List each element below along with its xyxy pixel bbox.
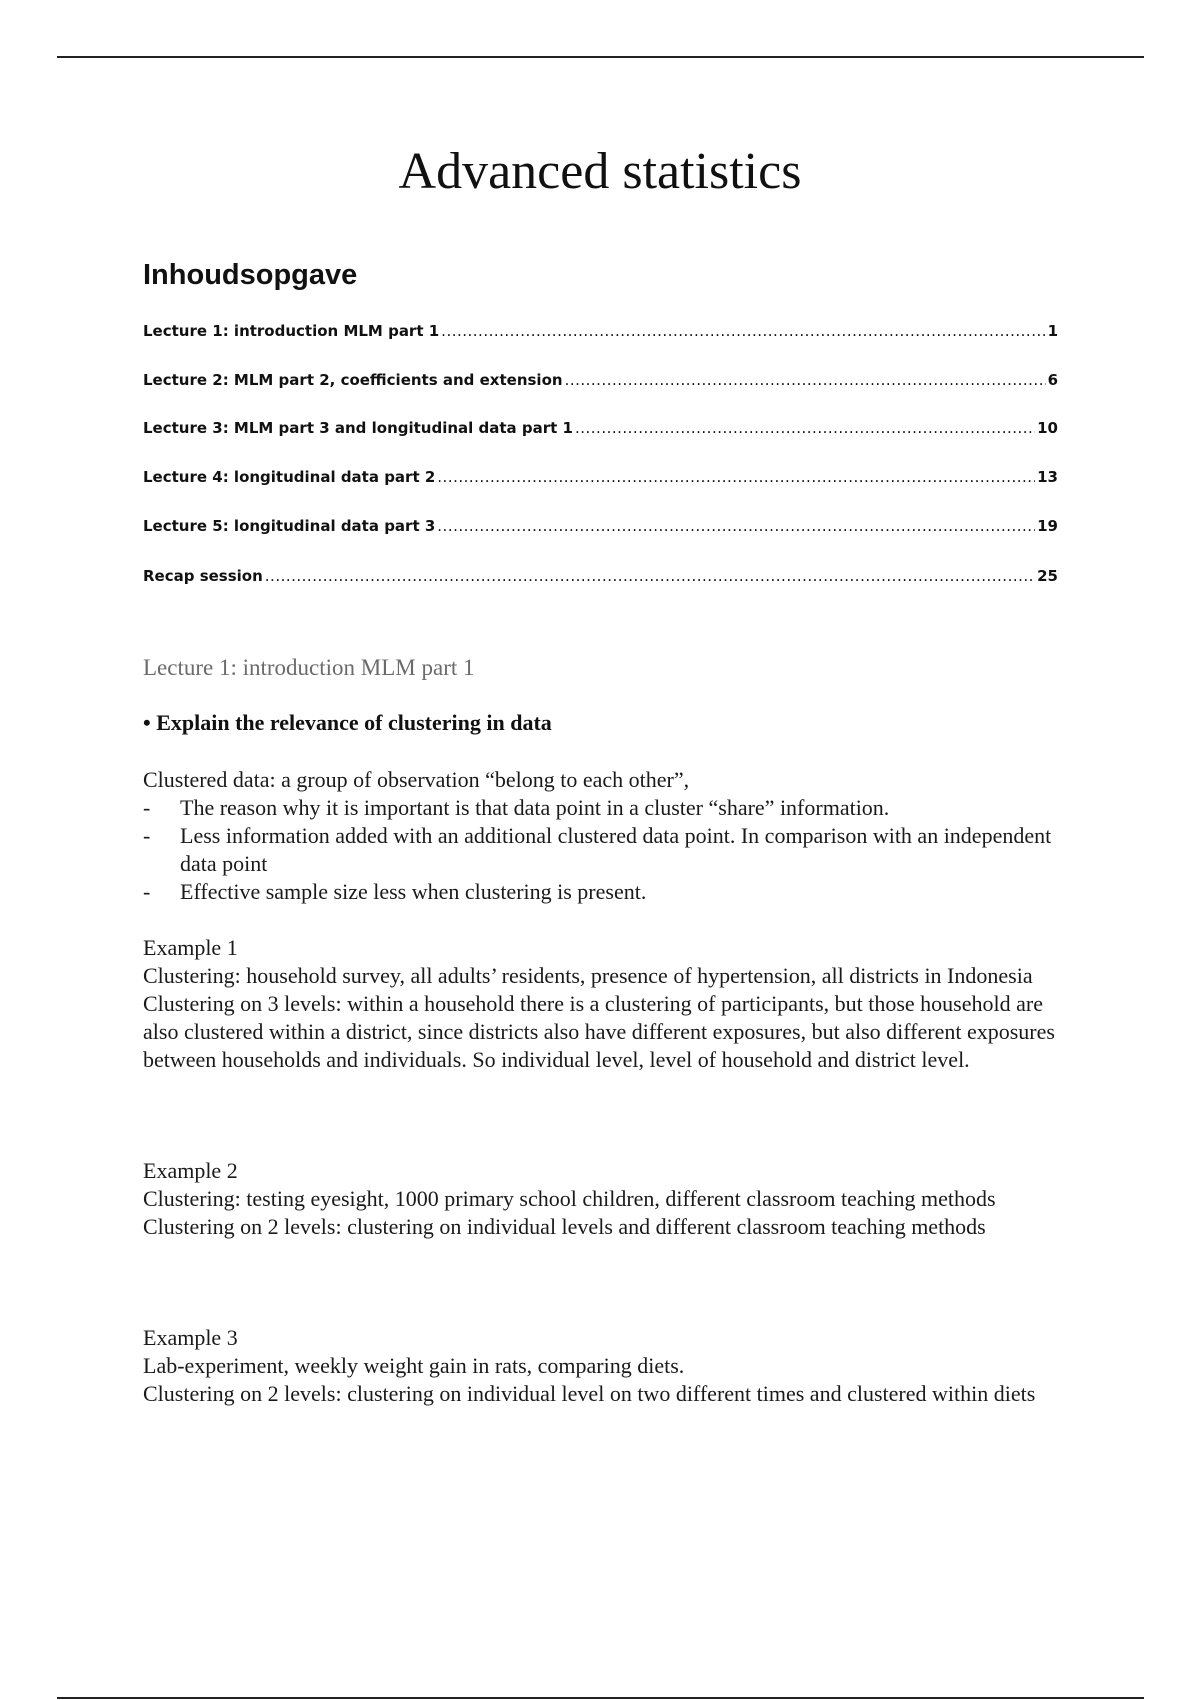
toc-leader-dots [565, 371, 1046, 389]
toc-entry-page: 10 [1037, 419, 1058, 437]
clustered-data-block [143, 766, 1073, 906]
bullet-dash: - [143, 879, 151, 904]
bullet-dash: - [143, 823, 151, 848]
toc-entry-title: Lecture 2: MLM part 2, coefficients and extension [143, 371, 563, 389]
section-title: Lecture 1: introduction MLM part 1 [143, 655, 475, 680]
toc-entry-title: Lecture 3: MLM part 3 and longitudinal data part 1 [143, 419, 573, 437]
example-line: Clustering: household survey, all adults’ residents, presence of hypertension, all districts in Indonesia [143, 963, 1033, 988]
example-line: Clustering on 2 levels: clustering on individual level on two different times and clustered within diets [143, 1381, 1036, 1406]
example-label: Example 1 [143, 935, 238, 960]
example-label: Example 2 [143, 1158, 238, 1183]
header-rule [57, 56, 1144, 58]
bullet-text: The reason why it is important is that data point in a cluster “share” information. [180, 795, 890, 820]
toc-entry-title: Recap session [143, 567, 263, 585]
toc-entry-title: Lecture 5: longitudinal data part 3 [143, 517, 436, 535]
toc-entry-recap[interactable] [143, 567, 1058, 585]
toc-entry-lecture-1[interactable] [143, 322, 1058, 340]
list-item [143, 794, 1073, 822]
example-line: Clustering on 2 levels: clustering on individual levels and different classroom teaching methods [143, 1214, 986, 1239]
bullet-text: Effective sample size less when clustering is present. [180, 879, 647, 904]
list-item [143, 822, 1073, 878]
toc-entry-page: 6 [1047, 371, 1058, 389]
toc-leader-dots [575, 419, 1035, 437]
toc-leader-dots [265, 567, 1035, 585]
toc-entry-page: 25 [1037, 567, 1058, 585]
example-line: Clustering on 3 levels: within a household there is a clustering of participants, but those household are also clustered within a district, since districts also have different exposures, but also different exposures between households and individuals. So individual level, level of household and district level. [143, 991, 1055, 1072]
example-3-block [143, 1324, 1073, 1408]
example-label: Example 3 [143, 1325, 238, 1350]
list-item [143, 878, 1073, 906]
toc-leader-dots [441, 322, 1045, 340]
document-title: Advanced statistics [398, 143, 802, 200]
toc-leader-dots [437, 517, 1035, 535]
bullet-text: Less information added with an additional clustered data point. In comparison with an independent data point [180, 823, 1052, 876]
toc-entry-lecture-4[interactable] [143, 468, 1058, 486]
toc-entry-lecture-5[interactable] [143, 517, 1058, 535]
clustered-data-intro: Clustered data: a group of observation “belong to each other”, [143, 767, 690, 792]
toc-entry-lecture-3[interactable] [143, 419, 1058, 437]
example-1-block [143, 934, 1073, 1074]
footer-rule [57, 1697, 1144, 1699]
clustered-data-bullets [143, 794, 1073, 906]
toc-entry-title: Lecture 1: introduction MLM part 1 [143, 322, 440, 340]
learning-goal: • Explain the relevance of clustering in data [143, 710, 552, 735]
toc-entry-page: 19 [1037, 517, 1058, 535]
toc-leader-dots [437, 468, 1035, 486]
example-line: Lab-experiment, weekly weight gain in rats, comparing diets. [143, 1353, 685, 1378]
bullet-dash: - [143, 795, 151, 820]
toc-entry-page: 1 [1047, 322, 1058, 340]
toc-entry-page: 13 [1037, 468, 1058, 486]
example-2-block [143, 1157, 1073, 1241]
example-line: Clustering: testing eyesight, 1000 primary school children, different classroom teaching methods [143, 1186, 996, 1211]
toc-entry-title: Lecture 4: longitudinal data part 2 [143, 468, 436, 486]
toc-heading: Inhoudsopgave [143, 259, 358, 291]
toc-entry-lecture-2[interactable] [143, 371, 1058, 389]
